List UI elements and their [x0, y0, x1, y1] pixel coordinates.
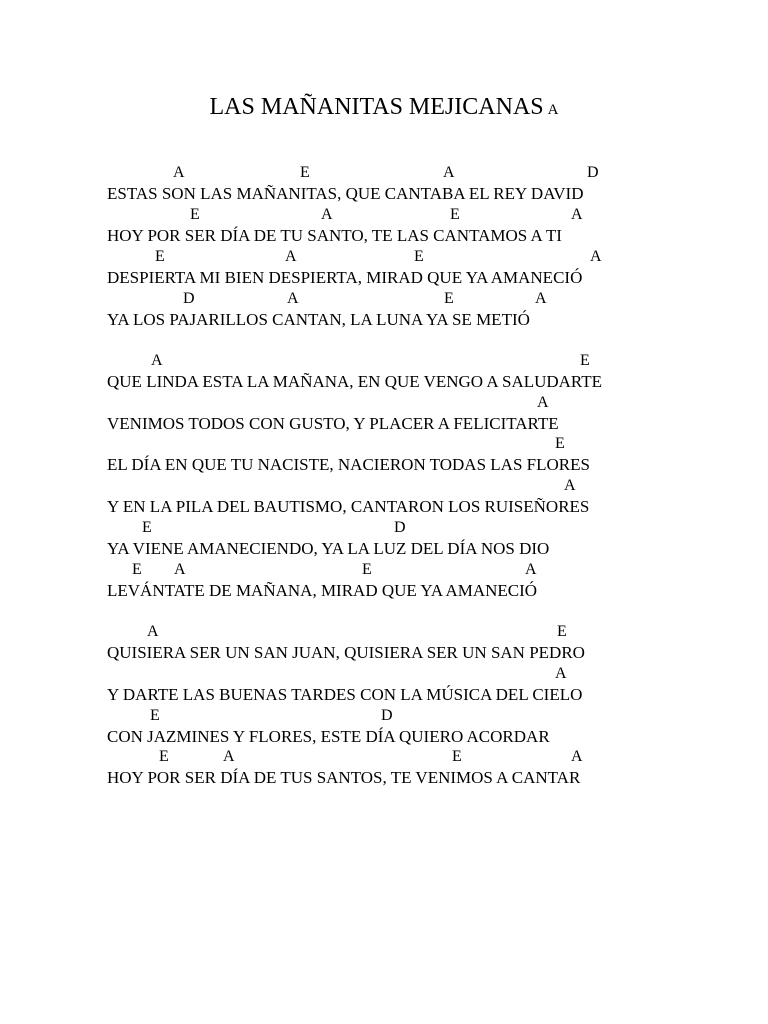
chord: A [223, 748, 235, 765]
chord: A [571, 748, 583, 765]
chord: A [321, 206, 333, 223]
chord: E [580, 352, 590, 369]
chord: A [443, 164, 455, 181]
chord: A [151, 352, 163, 369]
chord: A [564, 477, 576, 494]
lyric-line: QUE LINDA ESTA LA MAÑANA, EN QUE VENGO A SALUDARTE [107, 372, 603, 391]
chord: E [150, 707, 160, 724]
song-title [0, 92, 768, 125]
lyric-line: Y DARTE LAS BUENAS TARDES CON LA MÚSICA DEL CIELO [107, 685, 583, 704]
chord: E [300, 164, 310, 181]
chord: E [557, 623, 567, 640]
chord: A [147, 623, 159, 640]
chord: E [450, 206, 460, 223]
lyric-line: VENIMOS TODOS CON GUSTO, Y PLACER A FELICITARTE [107, 414, 559, 433]
chord: E [362, 561, 372, 578]
chord: E [132, 561, 142, 578]
chord: A [535, 290, 547, 307]
lyric-line: CON JAZMINES Y FLORES, ESTE DÍA QUIERO ACORDAR [107, 727, 550, 746]
chord: E [444, 290, 454, 307]
song-title-text: LAS MAÑANITAS MEJICANAS [209, 94, 544, 120]
chord: A [174, 561, 186, 578]
lyric-line: YA LOS PAJARILLOS CANTAN, LA LUNA YA SE METIÓ [107, 310, 530, 329]
chord: E [555, 435, 565, 452]
chord: D [381, 707, 393, 724]
lyric-line: LEVÁNTATE DE MAÑANA, MIRAD QUE YA AMANECIÓ [107, 581, 538, 600]
lyric-line: HOY POR SER DÍA DE TU SANTO, TE LAS CANTAMOS A TI [107, 226, 562, 245]
chord: E [190, 206, 200, 223]
lyric-line: HOY POR SER DÍA DE TUS SANTOS, TE VENIMOS A CANTAR [107, 768, 581, 787]
chord: A [590, 248, 602, 265]
chord: E [452, 748, 462, 765]
lyric-line: DESPIERTA MI BIEN DESPIERTA, MIRAD QUE YA AMANECIÓ [107, 268, 583, 287]
lyric-line: QUISIERA SER UN SAN JUAN, QUISIERA SER UN SAN PEDRO [107, 643, 585, 662]
chord: D [183, 290, 195, 307]
chord: A [571, 206, 583, 223]
chord: A [173, 164, 185, 181]
chord: E [142, 519, 152, 536]
chord: E [155, 248, 165, 265]
chord: E [159, 748, 169, 765]
lyric-line: ESTAS SON LAS MAÑANITAS, QUE CANTABA EL REY DAVID [107, 184, 584, 203]
chord: A [525, 561, 537, 578]
chord: E [414, 248, 424, 265]
song-key: A [547, 102, 559, 118]
chord: A [285, 248, 297, 265]
lyric-line: EL DÍA EN QUE TU NACISTE, NACIERON TODAS LAS FLORES [107, 455, 590, 474]
lyric-line: YA VIENE AMANECIENDO, YA LA LUZ DEL DÍA NOS DIO [107, 539, 550, 558]
lyric-line: Y EN LA PILA DEL BAUTISMO, CANTARON LOS RUISEÑORES [107, 497, 590, 516]
chord: A [555, 665, 567, 682]
chord: D [394, 519, 406, 536]
chord: A [287, 290, 299, 307]
chord: D [587, 164, 599, 181]
chord: A [537, 394, 549, 411]
